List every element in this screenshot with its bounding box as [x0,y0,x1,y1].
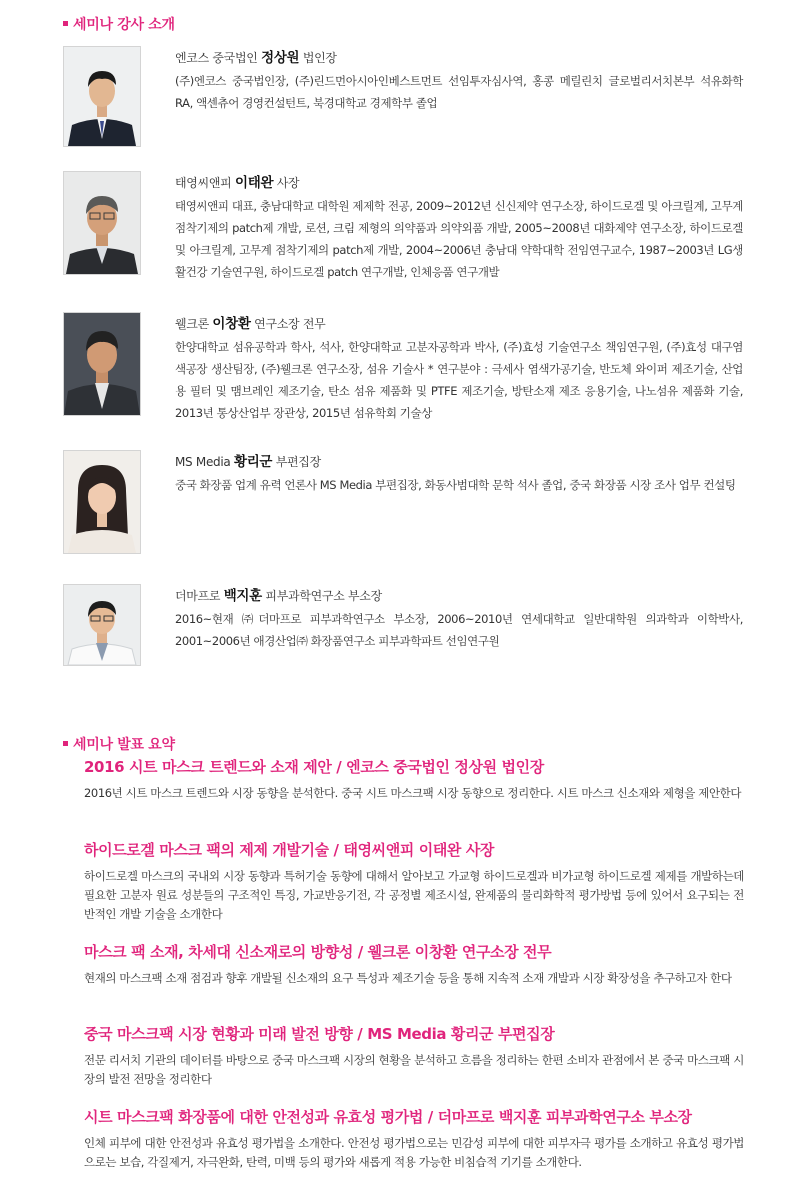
portrait-image [64,313,140,415]
speaker-name: 백지훈 [223,588,262,604]
talk-summary [84,942,744,988]
speaker-bio: (주)엔코스 중국법인장, (주)린드먼아시아인베스트먼트 선임투자심사역, 홍콩 메릴린치 글로벌리서치본부 석유화학 RA, 액센츄어 경영컨설턴트, 북경대학교 경제학부 졸업 [175,74,743,110]
speaker-name-line: MS Media 황리군 부편집장 [175,454,321,470]
speaker-card [63,312,743,420]
speaker-card [63,450,743,555]
speaker-name-line: 엔코스 중국법인 정상원 법인장 [175,50,337,66]
speaker-bio: 한양대학교 섬유공학과 학사, 석사, 한양대학교 고분자공학과 박사, (주)효성 기술연구소 책임연구원, (주)효성 대구염색공장 생산팀장, (주)웰크론 연구소장, 섬유 기술사 * 연구분야 : 극세사 염색가공기술, 반도체 와이퍼 제조기술, 산업용 필터 및 맴브레인 제조기술, 탄소 섬유 제품화 및 PTFE 제조기술, 방탄소재 제조 응용기술, 나노섬유 제품화 기술, 2013년 통상산업부 장관상, 2015년 섬유학회 기술상 [175,340,743,420]
speaker-name: 이창환 [212,316,251,332]
talk-title: 2016 시트 마스크 트렌드와 소재 제안 / 엔코스 중국법인 정상원 법인장 [84,758,544,776]
talk-title: 하이드로겔 마스크 팩의 제제 개발기술 / 태영씨앤피 이태완 사장 [84,841,494,859]
speaker-photo [63,584,141,666]
speaker-photo [63,171,141,275]
speaker-photo [63,312,141,416]
speaker-photo [63,46,141,147]
speaker-name: 황리군 [233,454,273,470]
bullet-square-icon [63,21,68,26]
talk-summary [84,840,744,924]
portrait-image [64,172,140,274]
talk-title: 중국 마스크팩 시장 현황과 미래 발전 방향 / MS Media 황리군 부편집장 [84,1025,555,1043]
bullet-square-icon [63,741,68,746]
talk-description: 현재의 마스크팩 소재 점검과 향후 개발될 신소재의 요구 특성과 제조기술 등을 통해 지속적 소재 개발과 시장 확장성을 추구하고자 한다 [84,971,732,985]
speaker-name-line: 더마프로 백지훈 피부과학연구소 부소장 [175,588,382,604]
talk-title: 마스크 팩 소재, 차세대 신소재로의 방향성 / 웰크론 이창환 연구소장 전무 [84,943,552,961]
speaker-card [63,171,743,279]
speaker-bio: 중국 화장품 업계 유력 언론사 MS Media 부편집장, 화동사범대학 문학 석사 졸업, 중국 화장품 시장 조사 업무 컨설팅 [175,478,736,492]
talk-description: 전문 리서치 기관의 데이터를 바탕으로 중국 마스크팩 시장의 현황을 분석하고 흐름을 정리하는 한편 소비자 관점에서 본 중국 마스크팩 시장의 발전 전망을 정리한다 [84,1053,744,1086]
speaker-name-line: 웰크론 이창환 연구소장 전무 [175,316,326,332]
talk-description: 인체 피부에 대한 안전성과 유효성 평가법을 소개한다. 안전성 평가법으로는 민감성 피부에 대한 피부자극 평가를 소개하고 유효성 평가법으로는 보습, 각질제거, 자극완화, 탄력, 미백 등의 평가와 새롭게 적용 가능한 비침습적 기기를 소개한다. [84,1136,744,1169]
talk-title: 시트 마스크팩 화장품에 대한 안전성과 유효성 평가법 / 더마프로 백지훈 피부과학연구소 부소장 [84,1108,692,1126]
speaker-card [63,46,743,149]
talk-summary [84,1024,744,1089]
talk-summary [84,1107,744,1172]
speaker-bio: 태영씨앤피 대표, 충남대학교 대학원 제제학 전공, 2009~2012년 신신제약 연구소장, 하이드로겔 및 아크릴계, 고무계 점착기제의 patch제 개발, 로션, 크림 제형의 의약품과 의약외품 개발, 2005~2008년 대화제약 연구소장, 하이드로겔 및 아크릴계, 고무계 점착기제의 patch제 개발, 2004~2006년 충남대 약학대학 전임연구교수, 1987~2003년 LG생활건강 기술연구원, 하이드로겔 patch 연구개발, 인체응품 연구개발 [175,199,743,279]
talk-description: 2016년 시트 마스크 트렌드와 시장 동향을 분석한다. 중국 시트 마스크팩 시장 동향으로 정리한다. 시트 마스크 신소재와 제형을 제안한다 [84,786,742,800]
portrait-image [64,451,140,553]
speaker-name-line: 태영씨앤피 이태완 사장 [175,175,300,191]
speaker-photo [63,450,141,554]
summary-section-title: 세미나 발표 요약 [63,734,175,754]
speaker-name: 정상원 [261,50,300,66]
portrait-image [64,47,140,146]
speaker-name: 이태완 [234,175,274,191]
speaker-card [63,584,743,667]
talk-summary [84,757,744,803]
portrait-image [64,585,140,665]
speakers-section-title: 세미나 강사 소개 [63,14,175,34]
talk-description: 하이드로겔 마스크의 국내외 시장 동향과 특허기술 동향에 대해서 알아보고 가교형 하이드로겔과 비가교형 하이드로겔 제제를 개발하는데 필요한 고분자 원료 성분들의 구조적인 특징, 가교반응기전, 각 공정별 제조시설, 완제품의 물리화학적 평가방법 등에 있어서 요구되는 전반적인 개발 기술을 소개한다 [84,869,744,921]
speaker-bio: 2016~현재 ㈜더마프로 피부과학연구소 부소장, 2006~2010년 연세대학교 일반대학원 의과학과 이학박사, 2001~2006년 애경산업㈜ 화장품연구소 피부과학파트 선임연구원 [175,612,743,648]
